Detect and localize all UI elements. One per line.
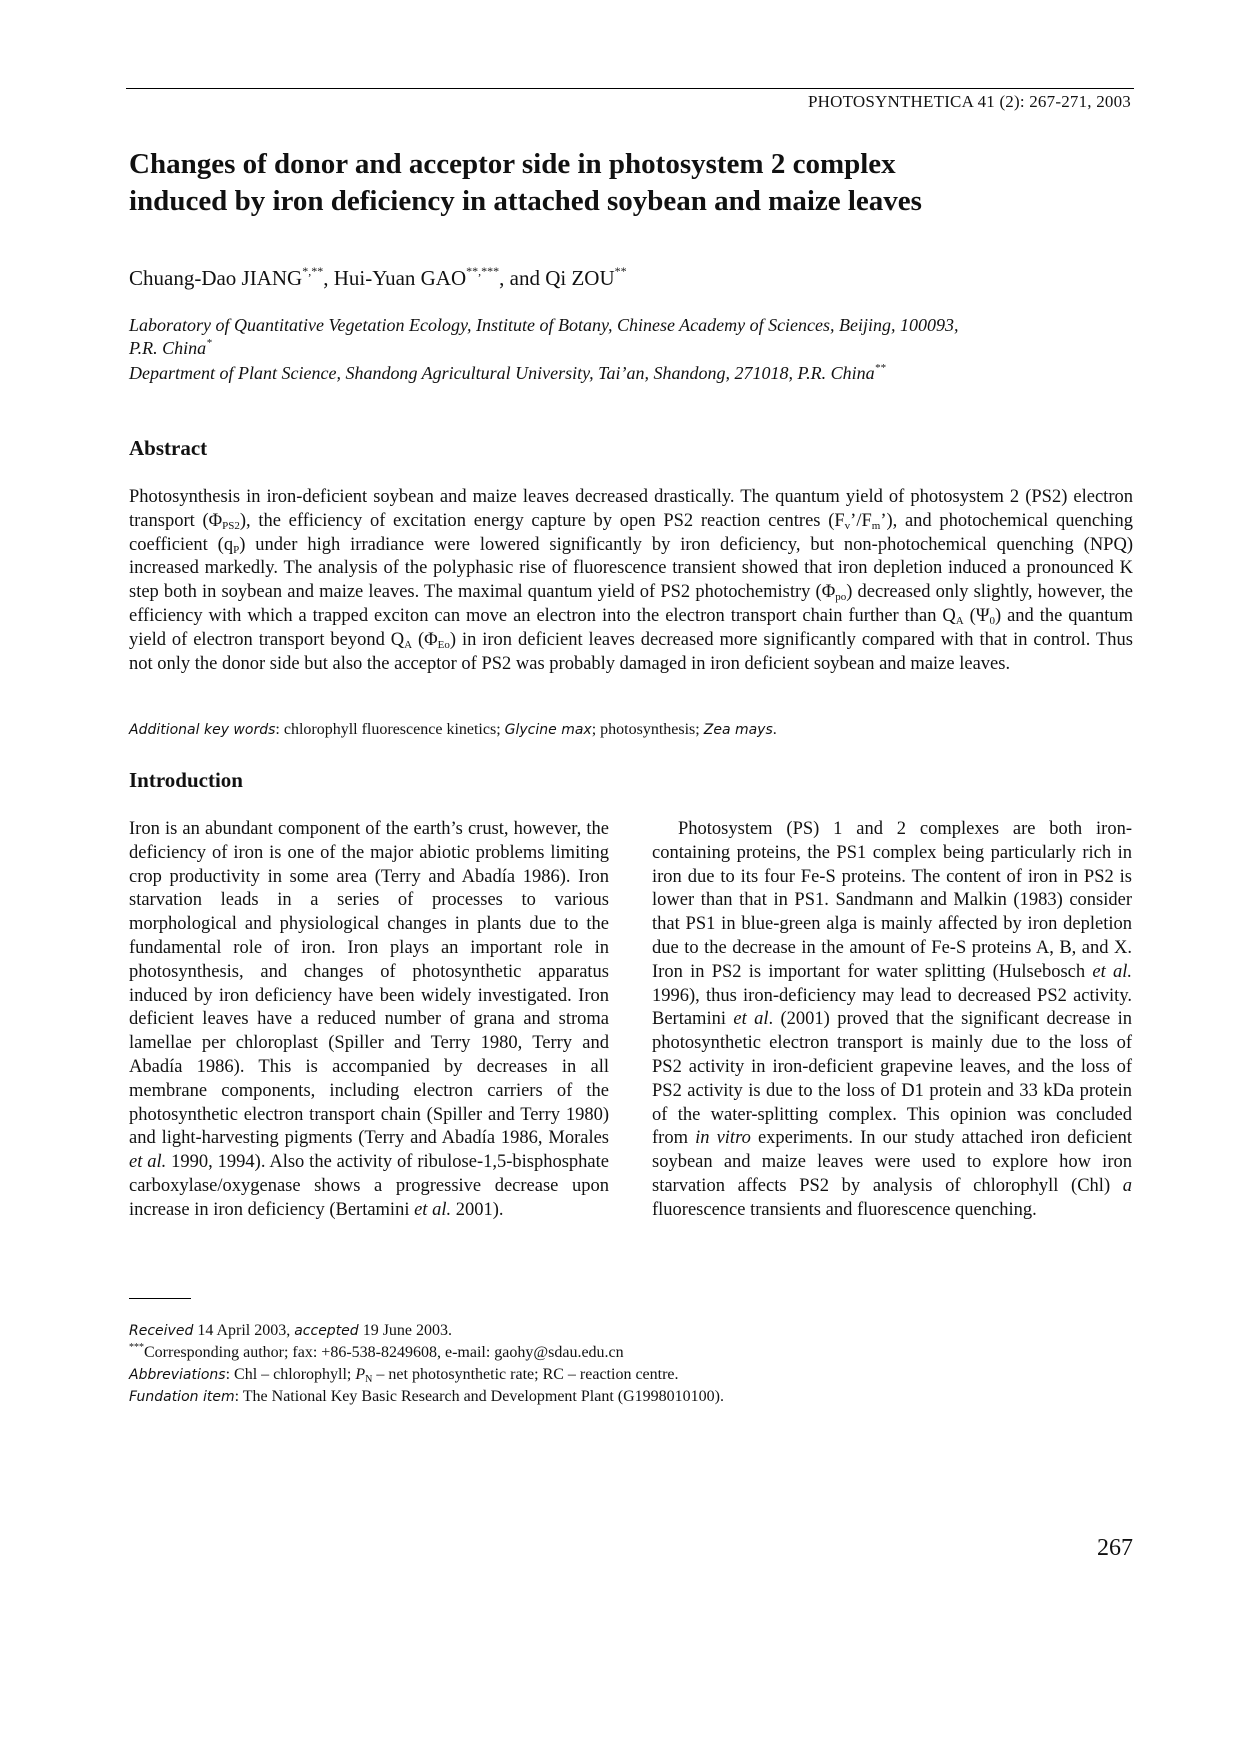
abstract-heading: Abstract: [129, 436, 208, 460]
author-1: Chuang-Dao JIANG: [129, 266, 303, 290]
key-words: [129, 721, 1133, 739]
author-2-affil-mark: **,***: [466, 264, 500, 278]
footnote-symbol: P: [355, 1366, 366, 1383]
footnote-text: 14 April 2003,: [193, 1322, 295, 1339]
intro-italic: et al.: [414, 1199, 452, 1220]
introduction-heading: Introduction: [129, 768, 243, 792]
abstract-subscript: Eo: [437, 638, 450, 651]
footnote-rule: [129, 1298, 191, 1299]
footnote-text: 19 June 2003.: [358, 1322, 453, 1339]
intro-text: Iron is an abundant component of the earth’s crust, however, the deficiency of iron is one of the major abiotic problems limiting crop productivity in some area (Terry and Abadía 1986). Iron starvation leads in a series of processes to various morphological and physiological changes in plants due to the fundamental role of iron. Iron plays an important role in photosynthesis, and changes of photosynthetic apparatus induced by iron deficiency have been widely investigated. Iron deficient leaves have a reduced number of grana and stroma lamellae per chloroplast (Spiller and Terry 1980, Terry and Abadía 1986). This is accompanied by decreases in all membrane components, including electron carriers of the photosynthetic electron transport chain (Spiller and Terry 1980) and light-harvesting pigments (Terry and Abadía 1986, Morales: [129, 819, 609, 1149]
abstract-subscript: A: [404, 638, 413, 651]
key-words-text: : chlorophyll fluorescence kinetics;: [275, 721, 505, 738]
author-3-affil-mark: **: [614, 264, 627, 278]
affiliation-1-line-1: Laboratory of Quantitative Vegetation Ecology, Institute of Botany, Chinese Academy of Sciences, Beijing, 100093,: [129, 315, 959, 335]
abstract-text: (Ψ: [963, 605, 990, 626]
abstract-text: ’/F: [850, 510, 872, 531]
abstract-subscript: 0: [989, 614, 995, 627]
intro-text: 1990, 1994). Also the activity of ribulose-1,5-bisphosphate carboxylase/oxygenase shows a progressive decrease upon increase in iron deficiency (Bertamini: [129, 1152, 609, 1220]
abstract-subscript: P: [233, 543, 240, 556]
abstract-text: ) and the quantum yield of electron transport beyond Q: [129, 605, 1134, 650]
author-separator: ,: [323, 266, 334, 290]
footnote-corresponding: [129, 1344, 1129, 1362]
abstract-text: ’), and photochemical quenching coefficient (q: [129, 510, 1134, 555]
affiliation-1-line-2: [129, 337, 1139, 360]
footnote-label: Received: [129, 1323, 194, 1339]
intro-italic: a: [1122, 1175, 1132, 1196]
footnote-label: Fundation item: [129, 1389, 235, 1405]
abstract-text: ) in iron deficient leaves decreased more significantly compared with that in control. Thus not only the donor side but also the acceptor of PS2 was probably damaged in iron deficient soybean and maize leaves.: [129, 629, 1133, 674]
abstract-text: ) decreased only slightly, however, the efficiency with which a trapped exciton can move an electron into the electron transport chain further than Q: [129, 582, 1133, 626]
intro-text: 1996), thus iron-deficiency may lead to decreased PS2 activity. Bertamini: [652, 985, 1132, 1030]
intro-text: experiments. In our study attached iron deficient soybean and maize leaves were used to explore how iron starvation affects PS2 by analysis of chlorophyll (Chl): [652, 1128, 1132, 1196]
affiliation-2-text: Department of Plant Science, Shandong Agricultural University, Tai’an, Shandong, 271018, P.R. China: [129, 363, 875, 383]
abstract-subscript: PS2: [222, 519, 240, 532]
author-list: [129, 266, 627, 291]
footnote-label: accepted: [294, 1323, 359, 1339]
author-3: Qi ZOU: [545, 266, 615, 290]
page-number: 267: [1097, 1535, 1133, 1561]
header-rule: [126, 88, 1134, 89]
intro-text: fluorescence transients and fluorescence quenching.: [652, 1199, 1037, 1220]
abstract-text: ), the efficiency of excitation energy capture by open PS2 reaction centres (F: [239, 510, 845, 531]
author-2: Hui-Yuan GAO: [333, 266, 467, 290]
abstract-subscript: A: [955, 614, 964, 627]
footnote-text: : The National Key Basic Research and Development Plant (G1998010100).: [234, 1388, 724, 1405]
footnote-subscript: N: [365, 1374, 373, 1385]
author-separator: , and: [499, 266, 546, 290]
footnote-text: : Chl – chlorophyll;: [225, 1366, 356, 1383]
intro-paragraph-2: [652, 818, 1132, 1223]
abstract-text: Photosynthesis in iron-deficient soybean and maize leaves decreased drastically. The quantum yield of photosystem 2 (PS2) electron transport (Φ: [129, 487, 1133, 531]
intro-text: . (2001) proved that the significant decrease in photosynthetic electron transport is mainly due to the loss of PS2 activity in iron-deficient grapevine leaves, and the loss of PS2 activity is due to the loss of D1 protein and 33 kDa protein of the water-splitting complex. This opinion was concluded from: [652, 1009, 1132, 1149]
abstract-text: ) under high irradiance were lowered significantly by iron deficiency, but non-photochemical quenching (NPQ) increased markedly. The analysis of the polyphasic rise of fluorescence transient showed that iron depletion induced a pronounced K step both in soybean and maize leaves. The maximal quantum yield of PS2 photochemistry (Φ: [129, 534, 1133, 603]
footnote-funding: [129, 1388, 1129, 1406]
key-words-label: Additional key words: [129, 722, 276, 738]
intro-italic: et al: [733, 1009, 769, 1030]
introduction-right-column: [652, 818, 1132, 1223]
introduction-left-column: [129, 818, 609, 1223]
title-line-1: Changes of donor and acceptor side in photosystem 2 complex: [129, 148, 896, 180]
title-line-2: induced by iron deficiency in attached soybean and maize leaves: [129, 185, 922, 217]
affiliation-1: [129, 314, 1139, 360]
intro-italic: et al.: [1092, 961, 1132, 982]
footnote-mark: ***: [129, 1342, 144, 1353]
intro-italic: in vitro: [695, 1128, 751, 1149]
footnote-text: – net photosynthetic rate; RC – reaction centre.: [372, 1366, 679, 1383]
key-words-text: .: [772, 721, 777, 738]
affiliation-2: [129, 362, 1139, 385]
footnote-abbreviations: [129, 1366, 1129, 1384]
abstract-subscript: m: [871, 519, 881, 532]
author-1-affil-mark: *,**: [302, 264, 324, 278]
footnote-text: Corresponding author; fax: +86-538-8249608, e-mail: gaohy@sdau.edu.cn: [144, 1344, 624, 1361]
intro-text: Photosystem (PS) 1 and 2 complexes are both iron-containing proteins, the PS1 complex being particularly rich in iron due to its four Fe-S proteins. The content of iron in PS2 is lower than that in PS1. Sandmann and Malkin (1983) consider that PS1 in blue-green alga is mainly affected by iron depletion due to the decrease in the amount of Fe-S proteins A, B, and X. Iron in PS2 is important for water splitting (Hulsebosch: [652, 819, 1132, 982]
intro-italic: et al.: [129, 1152, 167, 1173]
journal-citation: PHOTOSYNTHETICA 41 (2): 267-271, 2003: [808, 92, 1131, 111]
abstract-subscript: po: [835, 591, 847, 604]
abstract-body: [129, 486, 1133, 676]
key-word-species: Zea mays: [703, 722, 773, 738]
abstract-text: (Φ: [412, 629, 438, 650]
affiliation-2-mark: **: [874, 362, 886, 374]
affiliation-1-country: P.R. China: [129, 338, 207, 358]
paper-title: [129, 146, 1129, 220]
footnote-label: Abbreviations: [129, 1367, 226, 1383]
key-word-species: Glycine max: [504, 722, 592, 738]
abstract-subscript: v: [844, 519, 851, 532]
intro-text: 2001).: [451, 1199, 504, 1220]
key-words-text: ; photosynthesis;: [591, 721, 704, 738]
footnote-received: [129, 1322, 1129, 1340]
intro-paragraph-1: [129, 818, 609, 1223]
affiliation-1-mark: *: [206, 337, 212, 349]
